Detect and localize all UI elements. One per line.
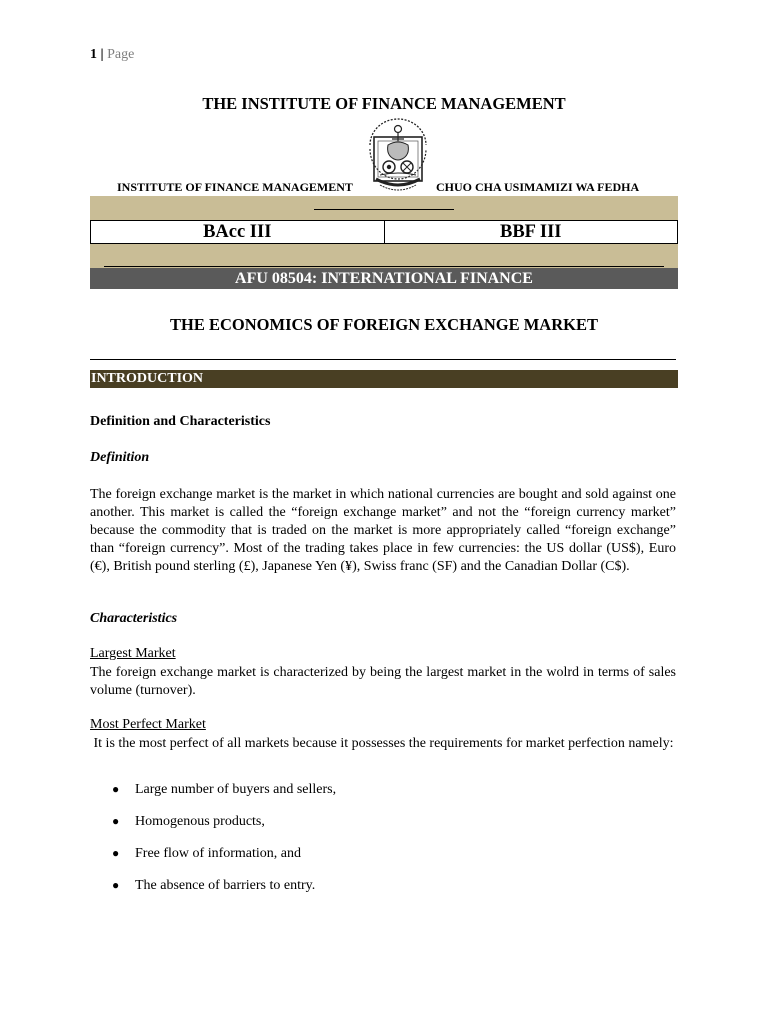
- list-item: ● Large number of buyers and sellers,: [112, 782, 337, 797]
- page-number-value: 1: [90, 47, 97, 62]
- band-underline: [104, 266, 664, 267]
- band-underline: [314, 209, 454, 210]
- bullet-icon: ●: [112, 878, 120, 892]
- largest-market-heading: Largest Market: [90, 646, 176, 661]
- requirements-list: [112, 780, 336, 908]
- header-band-top: [90, 196, 678, 220]
- institute-title: THE INSTITUTE OF FINANCE MANAGEMENT: [202, 94, 566, 113]
- page-number: [90, 47, 134, 63]
- institute-name-english: INSTITUTE OF FINANCE MANAGEMENT: [117, 180, 353, 194]
- institute-seal-icon: [362, 115, 434, 193]
- document-title: THE ECONOMICS OF FOREIGN EXCHANGE MARKET: [170, 315, 598, 334]
- institute-name-swahili: CHUO CHA USIMAMIZI WA FEDHA: [436, 180, 640, 194]
- subheading: Definition and Characteristics: [90, 414, 271, 429]
- programme-bbf: BBF III: [384, 221, 678, 243]
- definition-heading: Definition: [90, 450, 150, 465]
- bullet-icon: ●: [112, 814, 120, 828]
- bullet-icon: ●: [112, 846, 120, 860]
- list-item: ● Free flow of information, and: [112, 846, 302, 861]
- characteristics-heading: Characteristics: [90, 611, 178, 626]
- list-item: ● The absence of barriers to entry.: [112, 878, 316, 893]
- page-number-separator: |: [100, 47, 104, 62]
- list-item: ● Homogenous products,: [112, 814, 265, 829]
- title-rule: [90, 359, 676, 360]
- section-header-introduction: INTRODUCTION: [90, 370, 678, 388]
- definition-paragraph: The foreign exchange market is the market in which national currencies are bought and sold against one another. This market is called the “foreign exchange market” and not the “foreign currency market” because the commodity that is traded on the market is more appropriately called “foreign exchange” than “foreign currency”. Most of the trading takes place in few currencies: the US dollar (US$), Euro (€), British pound sterling (£), Japanese Yen (¥), Swiss franc (SF) and the Canadian Dollar (C$).: [90, 487, 676, 574]
- header-band-bottom: [90, 244, 678, 268]
- course-title-bar: AFU 08504: INTERNATIONAL FINANCE: [90, 268, 678, 289]
- page-word: Page: [107, 47, 135, 62]
- programme-table: [90, 220, 678, 244]
- largest-market-paragraph: The foreign exchange market is characterized by being the largest market in the wolrd in terms of sales volume (turnover).: [90, 665, 676, 698]
- perfect-market-heading: Most Perfect Market: [90, 717, 206, 732]
- bullet-icon: ●: [112, 782, 120, 796]
- programme-bacc: BAcc III: [203, 222, 272, 242]
- perfect-market-paragraph: It is the most perfect of all markets because it possesses the requirements for market perfection namely:: [90, 736, 674, 751]
